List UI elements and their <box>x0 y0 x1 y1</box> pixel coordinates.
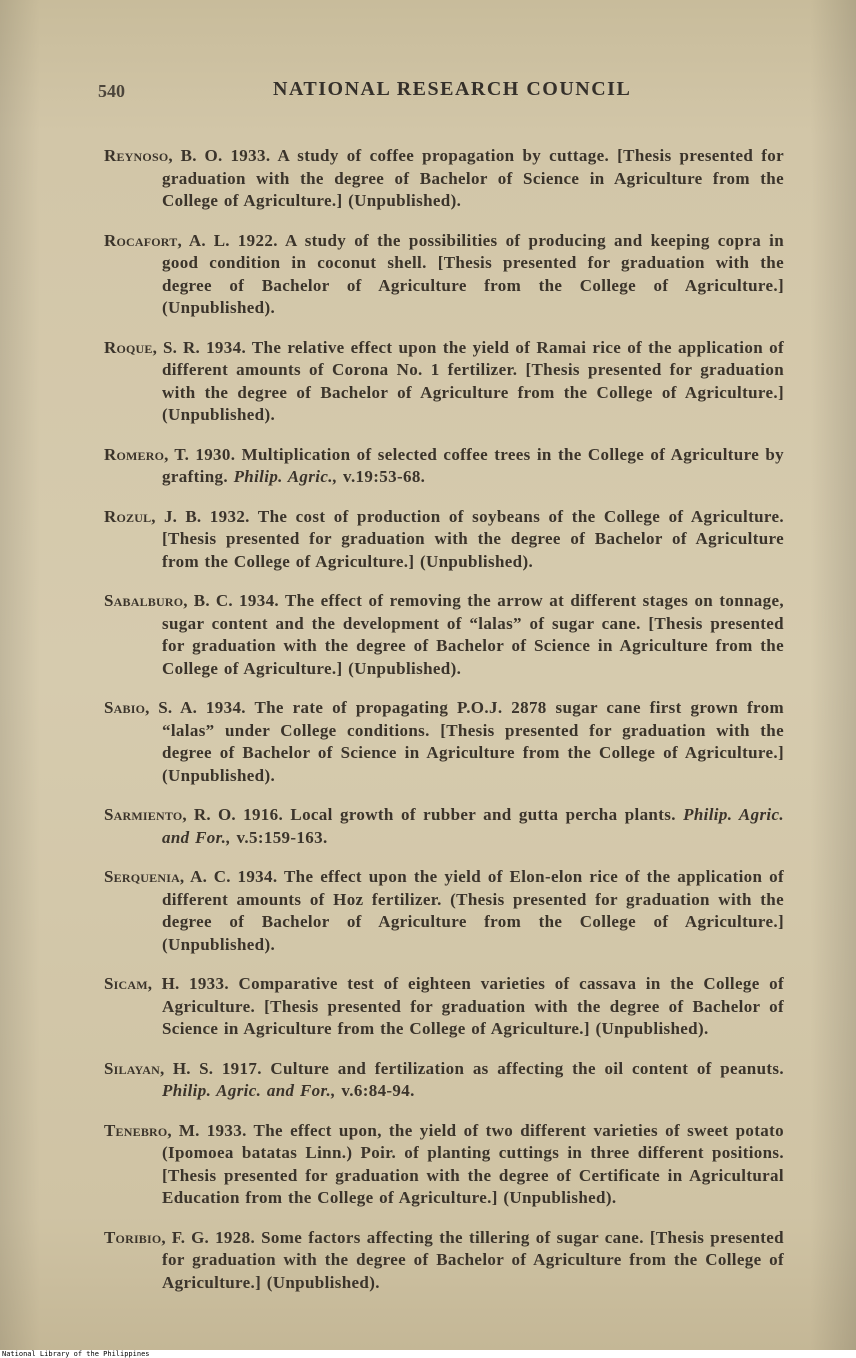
entry-note: [Thesis presented for graduation with the degree of Bachelor of Science in Agriculture from the College of Agriculture.] (Unpublished). <box>162 613 784 678</box>
entry-author: Silayan, H. S. <box>104 1058 214 1078</box>
entry-journal: Philip. Agric. and For., <box>162 1081 336 1100</box>
entry-note: [Thesis presented for graduation with the degree of Bachelor of Agriculture from the College of Agriculture.] (Unpublished). <box>162 253 784 317</box>
entry-note: v.5:159-163. <box>236 827 328 847</box>
bibliography-entry <box>104 506 784 574</box>
entry-title: The effect of removing the arrow at different stages on tonnage, sugar content and the development of “lalas” of sugar cane. <box>162 591 785 633</box>
bibliography-entry <box>104 444 784 489</box>
entry-title: A study of the possibilities of producing and keeping copra in good condition in coconut shell. <box>162 230 785 272</box>
bibliography-entry <box>104 337 784 427</box>
bibliography-entry <box>104 804 784 849</box>
entry-year: 1916. <box>243 805 284 824</box>
bibliography-entry <box>104 866 784 956</box>
entry-title: The rate of propagating P.O.J. 2878 sugar cane first grown from “lalas” under College conditions. <box>162 698 784 740</box>
entry-note: v.19:53-68. <box>343 467 426 486</box>
entry-year: 1934. <box>237 867 278 886</box>
entry-year: 1934. <box>206 337 247 357</box>
entry-author: Sabalburo, B. C. <box>104 591 233 610</box>
bibliography-entry <box>104 1227 784 1295</box>
footer-credit: National Library of the Philippines <box>2 1350 150 1358</box>
entry-note: [Thesis presented for graduation with the degree of Bachelor of Agriculture from the College of Agriculture.] (Unpublished). <box>162 529 784 571</box>
entry-year: 1917. <box>221 1058 262 1078</box>
running-title: NATIONAL RESEARCH COUNCIL <box>273 78 632 100</box>
bibliography-entry <box>104 1120 784 1210</box>
entry-year: 1933. <box>206 1120 247 1140</box>
entry-journal: Philip. Agric., <box>233 467 338 486</box>
entry-author: Rocafort, A. L. <box>104 230 230 250</box>
bibliography-entry <box>104 590 784 680</box>
entry-title: A study of coffee propagation by cuttage. <box>277 146 610 165</box>
entry-note: [Thesis presented for graduation with the degree of Bachelor of Science in Agriculture from the College of Agriculture.] (Unpublished). <box>162 146 784 210</box>
entry-author: Tenebro, M. <box>104 1120 200 1140</box>
bibliography-list <box>104 128 784 1304</box>
entry-note: [Thesis presented for graduation with the degree of Bachelor of Science in Agriculture from the College of Agriculture.] (Unpublished). <box>162 720 784 785</box>
entry-author: Sicam, H. <box>104 974 180 993</box>
entry-year: 1933. <box>188 974 229 993</box>
entry-year: 1934. <box>205 698 246 717</box>
page-number: 540 <box>98 81 125 101</box>
entry-note: [Thesis presented for graduation with the degree of Certificate in Agricultural Education from the College of Agriculture.] (Unpublished). <box>162 1165 784 1207</box>
entry-title: The effect upon the yield of Elon-elon rice of the application of different amounts of Hoz fertilizer. <box>162 867 784 909</box>
entry-title: The cost of production of soybeans of the College of Agriculture. <box>257 506 785 526</box>
entry-title: Local growth of rubber and gutta percha plants. <box>290 805 676 824</box>
entry-author: Serquenia, A. C. <box>104 867 231 886</box>
entry-author: Rozul, J. B. <box>104 506 202 526</box>
entry-note: (Thesis presented for graduation with the degree of Bachelor of Agriculture from the College of Agriculture.] (Unpublished). <box>162 889 785 954</box>
entry-year: 1922. <box>237 230 278 250</box>
entry-author: Sarmiento, R. O. <box>104 805 236 824</box>
entry-author: Toribio, F. G. <box>104 1227 210 1247</box>
entry-title: Comparative test of eighteen varieties of cassava in the College of Agriculture. <box>162 974 785 1016</box>
entry-note: [Thesis presented for graduation with the degree of Bachelor of Agriculture from the College of Agriculture.] (Unpublished). <box>162 1227 784 1292</box>
footer-credit-strip <box>0 1350 856 1358</box>
bibliography-entry <box>104 697 784 787</box>
bibliography-entry <box>104 973 784 1041</box>
entry-year: 1934. <box>239 591 280 610</box>
entry-author: Sabio, S. A. <box>104 698 198 717</box>
entry-year: 1930. <box>195 444 236 464</box>
entry-title: The effect upon, the yield of two different varieties of sweet potato (Ipomoea batatas Linn.) Poir. of planting cuttings in three different positions. <box>162 1120 785 1162</box>
entry-title: Some factors affecting the tillering of sugar cane. <box>261 1227 644 1247</box>
bibliography-entry <box>104 230 784 320</box>
entry-title: The relative effect upon the yield of Ramai rice of the application of different amounts of Corona No. 1 fertilizer. <box>162 337 784 379</box>
entry-author: Roque, S. R. <box>104 337 200 357</box>
entry-author: Romero, T. <box>104 444 190 464</box>
entry-journal: Philip. Agric. and For., <box>162 805 784 847</box>
bibliography-entry <box>104 1058 784 1103</box>
entry-year: 1932. <box>209 506 250 526</box>
entry-year: 1928. <box>215 1227 256 1247</box>
entry-title: Culture and fertilization as affecting the oil content of peanuts. <box>270 1058 784 1078</box>
entry-year: 1933. <box>230 146 271 165</box>
bibliography-entry <box>104 145 784 213</box>
entry-note: [Thesis presented for graduation with the degree of Bachelor of Agriculture from the College of Agriculture.] (Unpublished). <box>162 360 784 424</box>
entry-note: [Thesis presented for graduation with the degree of Bachelor of Science in Agriculture from the College of Agriculture.] (Unpublished). <box>162 996 784 1038</box>
entry-title: Multiplication of selected coffee trees in the College of Agriculture by grafting. <box>162 444 784 486</box>
entry-author: Reynoso, B. O. <box>104 146 223 165</box>
page-header <box>98 78 788 108</box>
entry-note: v.6:84-94. <box>341 1081 415 1100</box>
